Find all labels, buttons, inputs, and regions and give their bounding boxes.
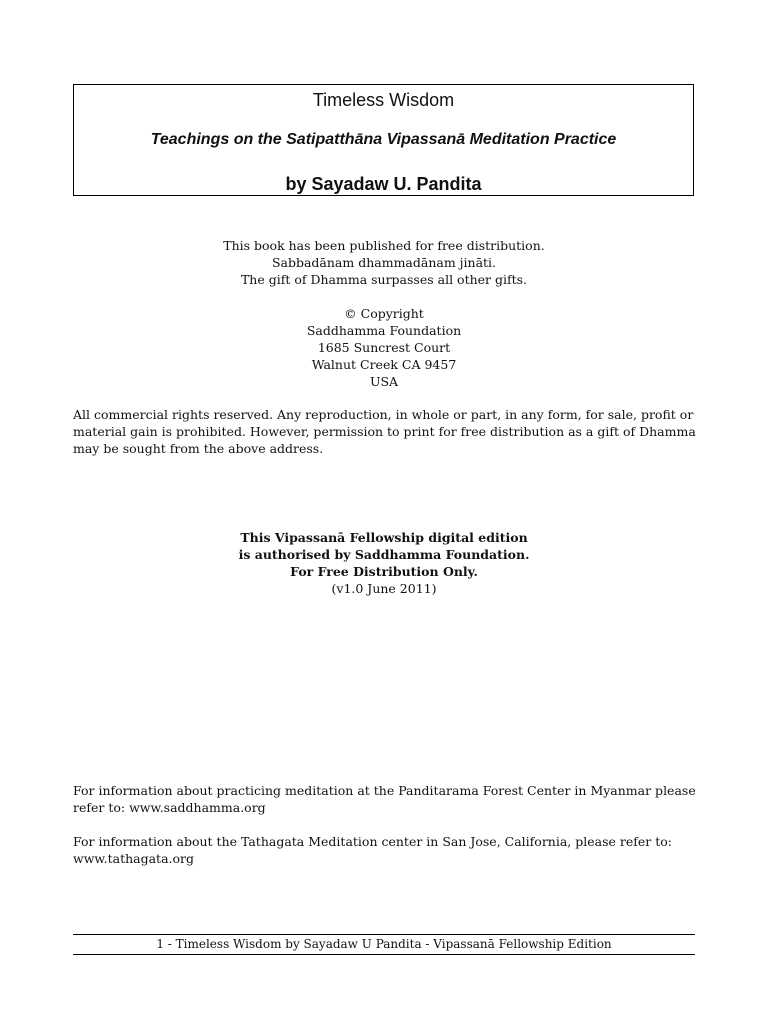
edition-notice (73, 529, 695, 597)
edition-line: is authorised by Saddhamma Foundation. (238, 547, 530, 562)
rights-paragraph: All commercial rights reserved. Any reproduction, in whole or part, in any form, for sale, profit or material gain is prohibited. However, permission to print for free distribution as a gift of Dhamma may be sought from the above address. (73, 407, 696, 456)
footer-rule-bottom (73, 954, 695, 955)
distribution-line: The gift of Dhamma surpasses all other gifts. (240, 272, 528, 287)
footer-rule-top (73, 934, 695, 935)
book-subtitle: Teachings on the Satipatthāna Vipassanā Meditation Practice (150, 131, 617, 148)
book-title: Timeless Wisdom (312, 90, 455, 110)
copyright-block (73, 305, 695, 390)
page-footer: 1 - Timeless Wisdom by Sayadaw U Pandita - Vipassanā Fellowship Edition (156, 937, 612, 951)
address-city: Walnut Creek CA 9457 (311, 357, 457, 372)
publisher-name: Saddhamma Foundation (306, 323, 462, 338)
copyright-line: © Copyright (344, 306, 424, 321)
title-box (73, 84, 694, 196)
distribution-line: Sabbadānam dhammadānam jināti. (271, 255, 497, 270)
distribution-notice (73, 237, 695, 288)
edition-line: For Free Distribution Only. (290, 564, 478, 579)
distribution-line: This book has been published for free distribution. (223, 238, 545, 253)
address-street: 1685 Suncrest Court (317, 340, 451, 355)
edition-version: (v1.0 June 2011) (331, 581, 437, 596)
panditarama-info: For information about practicing meditation at the Panditarama Forest Center in Myanmar please refer to: www.saddhamma.org (73, 783, 696, 815)
address-country: USA (369, 374, 399, 389)
edition-line: This Vipassanā Fellowship digital edition (240, 530, 528, 545)
book-author: by Sayadaw U. Pandita (285, 174, 482, 194)
tathagata-info: For information about the Tathagata Meditation center in San Jose, California, please refer to: www.tathagata.org (73, 834, 672, 866)
